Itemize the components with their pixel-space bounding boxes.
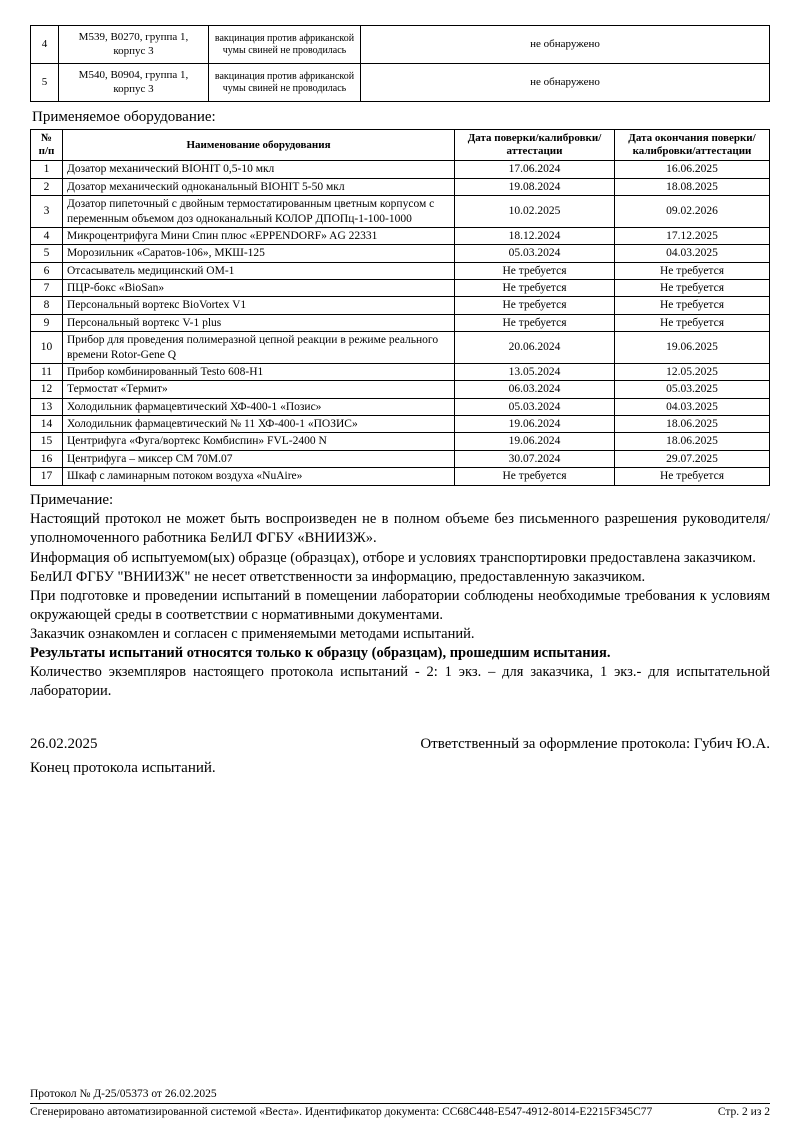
equipment-row (31, 468, 770, 485)
equipment-cell: Отсасыватель медицинский ОМ-1 (63, 262, 455, 279)
equipment-col-verification-date: Дата поверки/калибровки/аттестации (455, 130, 615, 161)
sample-cell: 4 (31, 26, 59, 64)
equipment-cell: 19.06.2024 (455, 433, 615, 450)
equipment-cell: Не требуется (615, 468, 770, 485)
equipment-cell: Микроцентрифуга Мини Спин плюс «EPPENDORF» AG 22331 (63, 227, 455, 244)
notes-section (30, 491, 770, 702)
equipment-cell: Морозильник «Саратов-106», МКШ-125 (63, 245, 455, 262)
equipment-cell: Прибор для проведения полимеразной цепной реакции в режиме реального времени Rotor-Gene Q (63, 332, 455, 364)
signature-date: 26.02.2025 (30, 735, 98, 752)
sample-cell: М539, В0270, группа 1, корпус 3 (59, 26, 209, 64)
notes-heading: Примечание: (30, 491, 114, 508)
equipment-row (31, 280, 770, 297)
notes-paragraphs (30, 510, 770, 701)
equipment-cell: 18.12.2024 (455, 227, 615, 244)
equipment-row (31, 262, 770, 279)
equipment-row (31, 416, 770, 433)
equipment-col-expiry-date: Дата окончания поверки/калибровки/аттестации (615, 130, 770, 161)
equipment-cell: 17.12.2025 (615, 227, 770, 244)
equipment-cell: 20.06.2024 (455, 332, 615, 364)
equipment-cell: 10 (31, 332, 63, 364)
equipment-cell: 04.03.2025 (615, 398, 770, 415)
equipment-cell: 8 (31, 297, 63, 314)
end-of-protocol: Конец протокола испытаний. (30, 759, 216, 776)
note-paragraph: При подготовке и проведении испытаний в помещении лаборатории соблюдены необходимые требования к условиям окружающей среды в соответствии с нормативными документами. (30, 587, 770, 623)
equipment-row (31, 297, 770, 314)
equipment-cell: 16.06.2025 (615, 161, 770, 178)
equipment-cell: 05.03.2025 (615, 381, 770, 398)
sample-row (31, 64, 770, 102)
footer-page-number: Стр. 2 из 2 (717, 1106, 770, 1119)
equipment-cell: 2 (31, 178, 63, 195)
equipment-cell: Не требуется (455, 314, 615, 331)
samples-table-body (31, 26, 770, 102)
equipment-cell: 12.05.2025 (615, 363, 770, 380)
sample-cell: вакцинация против африканской чумы свиней не проводилась (209, 64, 361, 102)
signature-responsible: Ответственный за оформление протокола: Губич Ю.А. (420, 735, 770, 752)
equipment-cell: 7 (31, 280, 63, 297)
equipment-row (31, 381, 770, 398)
equipment-cell: 19.06.2025 (615, 332, 770, 364)
equipment-cell: 1 (31, 161, 63, 178)
equipment-header-row (31, 130, 770, 161)
equipment-cell: 29.07.2025 (615, 450, 770, 467)
equipment-cell: 30.07.2024 (455, 450, 615, 467)
note-paragraph: Результаты испытаний относятся только к образцу (образцам), прошедшим испытания. (30, 645, 611, 662)
equipment-cell: 4 (31, 227, 63, 244)
samples-table (30, 25, 770, 102)
equipment-cell: Центрифуга «Фуга/вортекс Комбиспин» FVL-2400 N (63, 433, 455, 450)
equipment-row (31, 398, 770, 415)
equipment-cell: Центрифуга – миксер СМ 70М.07 (63, 450, 455, 467)
sample-cell: вакцинация против африканской чумы свиней не проводилась (209, 26, 361, 64)
equipment-heading: Применяемое оборудование: (32, 109, 216, 125)
equipment-cell: 19.06.2024 (455, 416, 615, 433)
equipment-row (31, 332, 770, 364)
equipment-cell: 06.03.2024 (455, 381, 615, 398)
signature-row (30, 736, 770, 753)
equipment-cell: 16 (31, 450, 63, 467)
equipment-cell: ПЦР-бокс «BioSan» (63, 280, 455, 297)
equipment-table-body (31, 161, 770, 485)
sample-cell: не обнаружено (361, 64, 770, 102)
equipment-row (31, 314, 770, 331)
equipment-cell: Персональный вортекс V-1 plus (63, 314, 455, 331)
note-paragraph: Заказчик ознакомлен и согласен с применяемыми методами испытаний. (30, 626, 475, 643)
equipment-cell: 11 (31, 363, 63, 380)
equipment-cell: Не требуется (455, 280, 615, 297)
equipment-cell: Холодильник фармацевтический ХФ-400-1 «Позис» (63, 398, 455, 415)
equipment-row (31, 227, 770, 244)
equipment-row (31, 178, 770, 195)
page-footer (30, 1087, 770, 1120)
sample-cell: М540, В0904, группа 1, корпус 3 (59, 64, 209, 102)
equipment-cell: Дозатор механический одноканальный BIOHIT 5-50 мкл (63, 178, 455, 195)
equipment-col-num: № п/п (31, 130, 63, 161)
note-paragraph: Настоящий протокол не может быть воспроизведен не в полном объеме без письменного разрешения руководителя/уполномоченного работника БелИЛ ФГБУ «ВНИИЗЖ». (30, 511, 770, 547)
footer-protocol-number: Протокол № Д-25/05373 от 26.02.2025 (30, 1088, 217, 1101)
equipment-col-name: Наименование оборудования (63, 130, 455, 161)
equipment-row (31, 433, 770, 450)
sample-row (31, 26, 770, 64)
equipment-row (31, 161, 770, 178)
equipment-cell: Дозатор механический BIOHIT 0,5-10 мкл (63, 161, 455, 178)
equipment-cell: 19.08.2024 (455, 178, 615, 195)
equipment-cell: 17 (31, 468, 63, 485)
note-paragraph: Количество экземпляров настоящего протокола испытаний - 2: 1 экз. – для заказчика, 1 экз.- для испытательной лаборатории. (30, 664, 770, 700)
sample-cell: 5 (31, 64, 59, 102)
equipment-cell: 17.06.2024 (455, 161, 615, 178)
equipment-cell: 15 (31, 433, 63, 450)
equipment-cell: 18.06.2025 (615, 433, 770, 450)
note-paragraph: БелИЛ ФГБУ "ВНИИЗЖ" не несет ответственности за информацию, предоставленную заказчиком. (30, 568, 646, 585)
equipment-cell: 14 (31, 416, 63, 433)
equipment-cell: 13.05.2024 (455, 363, 615, 380)
equipment-row (31, 450, 770, 467)
equipment-cell: Не требуется (455, 262, 615, 279)
equipment-row (31, 245, 770, 262)
equipment-table (30, 129, 770, 486)
equipment-cell: Не требуется (615, 262, 770, 279)
equipment-cell: 09.02.2026 (615, 196, 770, 228)
equipment-cell: Прибор комбинированный Testo 608-H1 (63, 363, 455, 380)
equipment-cell: Не требуется (455, 297, 615, 314)
equipment-cell: Холодильник фармацевтический № 11 ХФ-400-1 «ПОЗИС» (63, 416, 455, 433)
equipment-cell: 6 (31, 262, 63, 279)
equipment-cell: 3 (31, 196, 63, 228)
equipment-cell: 18.08.2025 (615, 178, 770, 195)
equipment-row (31, 363, 770, 380)
sample-cell: не обнаружено (361, 26, 770, 64)
equipment-cell: 04.03.2025 (615, 245, 770, 262)
equipment-cell: 05.03.2024 (455, 398, 615, 415)
equipment-cell: Не требуется (455, 468, 615, 485)
equipment-row (31, 196, 770, 228)
equipment-cell: 13 (31, 398, 63, 415)
footer-generated-row (30, 1103, 770, 1120)
equipment-cell: Не требуется (615, 297, 770, 314)
equipment-cell: 18.06.2025 (615, 416, 770, 433)
equipment-cell: Дозатор пипеточный с двойным термостатированным цветным корпусом с переменным объемом доз одноканальный КОЛОР ДПОПц-1-100-1000 (63, 196, 455, 228)
note-paragraph: Информация об испытуемом(ых) образце (образцах), отборе и условиях транспортировки предоставлена заказчиком. (30, 549, 756, 566)
equipment-cell: 12 (31, 381, 63, 398)
equipment-cell: 9 (31, 314, 63, 331)
footer-generated-text: Сгенерировано автоматизированной системой «Веста». Идентификатор документа: CC68C448-E547-4912-8014-E2215F345C77 (30, 1106, 653, 1119)
equipment-cell: Персональный вортекс BioVortex V1 (63, 297, 455, 314)
equipment-cell: Термостат «Термит» (63, 381, 455, 398)
equipment-cell: Не требуется (615, 280, 770, 297)
equipment-cell: 05.03.2024 (455, 245, 615, 262)
equipment-cell: Не требуется (615, 314, 770, 331)
equipment-cell: 10.02.2025 (455, 196, 615, 228)
equipment-cell: 5 (31, 245, 63, 262)
equipment-cell: Шкаф с ламинарным потоком воздуха «NuAire» (63, 468, 455, 485)
